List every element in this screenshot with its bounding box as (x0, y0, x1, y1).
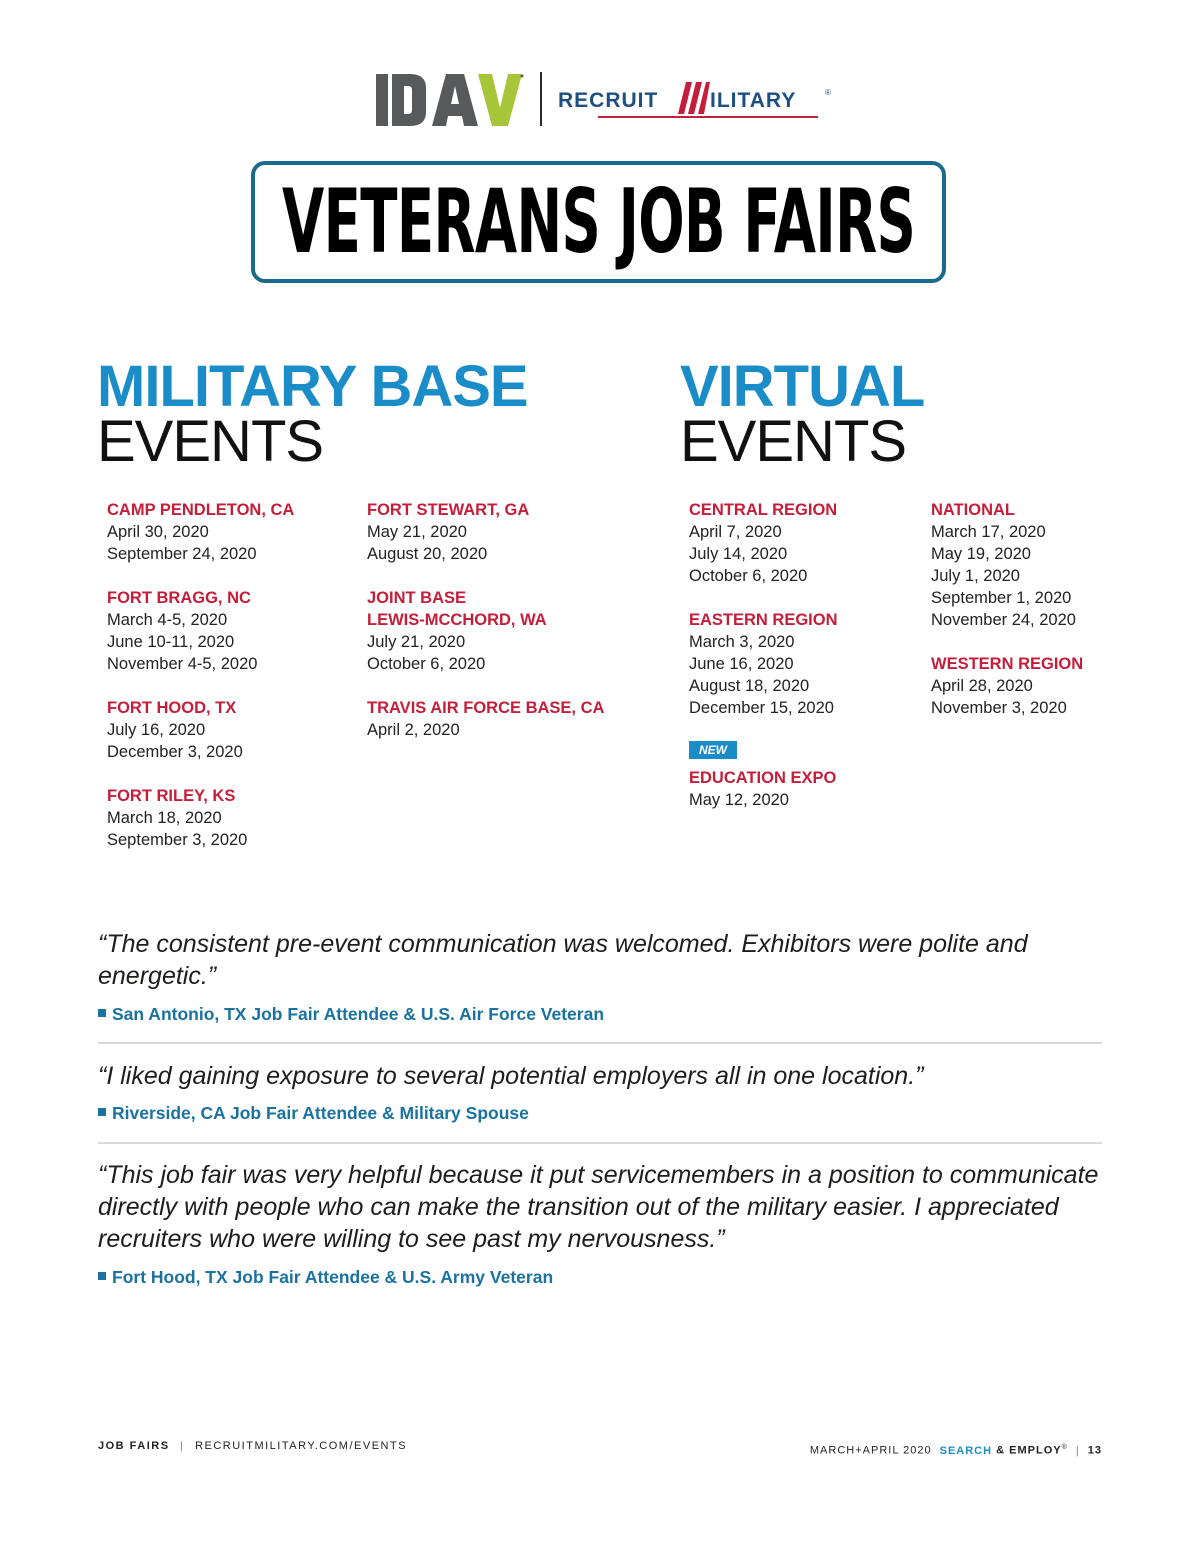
event-date: July 21, 2020 (367, 633, 466, 651)
event-fort-bragg (107, 587, 367, 675)
testimonial-quote: “This job fair was very helpful because it put servicemembers in a position to communicate directly with people who can make the transition out of the military easier. I appreciated recruiters who were willing to see past my nervousness.” (98, 1161, 1099, 1253)
event-name: CAMP PENDLETON, CA (107, 501, 295, 519)
footer-magazine-employ: & EMPLOY (996, 1444, 1062, 1457)
testimonial-attribution (98, 1003, 604, 1025)
divider-rule (98, 1042, 1102, 1044)
footer-issue: MARCH+APRIL 2020 (809, 1444, 932, 1457)
attribution-text: Fort Hood, TX Job Fair Attendee & U.S. Army Veteran (112, 1267, 554, 1287)
event-date: May 19, 2020 (931, 545, 1031, 563)
event-date: November 24, 2020 (931, 611, 1076, 629)
event-date: April 7, 2020 (689, 523, 782, 541)
military-heading-line2: EVENTS (97, 409, 324, 474)
virtual-heading-line2: EVENTS (680, 409, 907, 474)
event-date: June 16, 2020 (689, 655, 794, 673)
recruit-military-logo (558, 78, 831, 126)
bullet-square-icon (98, 1272, 106, 1280)
event-name: EDUCATION EXPO (689, 769, 837, 787)
event-national (931, 499, 1191, 631)
bullet-square-icon (98, 1009, 106, 1017)
page-title: VETERANS JOB FAIRS (281, 170, 916, 273)
event-date: March 18, 2020 (107, 809, 222, 827)
event-fort-hood (107, 697, 367, 763)
footer-right (810, 1441, 1102, 1458)
event-date: August 18, 2020 (689, 677, 810, 695)
event-date: April 2, 2020 (367, 721, 460, 739)
event-travis-afb (367, 697, 627, 741)
event-central-region (689, 499, 949, 587)
military-heading-line1: MILITARY BASE (97, 354, 528, 419)
event-date: March 17, 2020 (931, 523, 1046, 541)
event-date: December 3, 2020 (107, 743, 243, 761)
event-date: May 12, 2020 (689, 791, 789, 809)
event-date: September 24, 2020 (107, 545, 257, 563)
footer-separator: | (1075, 1444, 1080, 1457)
event-name: TRAVIS AIR FORCE BASE, CA (367, 699, 605, 717)
event-fort-stewart (367, 499, 627, 565)
event-name: EASTERN REGION (689, 611, 838, 629)
testimonial-quote: “The consistent pre-event communication was welcomed. Exhibitors were polite and energetic.” (98, 930, 1028, 990)
logo-registered-mark: ® (825, 88, 831, 97)
divider-rule (98, 1142, 1102, 1144)
event-name: CENTRAL REGION (689, 501, 838, 519)
event-name: FORT BRAGG, NC (107, 589, 251, 607)
logo-military-text: ILITARY (710, 89, 797, 112)
event-date: July 1, 2020 (931, 567, 1020, 585)
event-name: NATIONAL (931, 501, 1016, 519)
event-date: March 4-5, 2020 (107, 611, 228, 629)
title-box (251, 161, 946, 283)
event-camp-pendleton (107, 499, 367, 565)
event-date: June 10-11, 2020 (107, 633, 235, 651)
testimonial-quote: “I liked gaining exposure to several potential employers all in one location.” (98, 1062, 924, 1090)
logo-divider (540, 72, 542, 126)
footer-section: JOB FAIRS (98, 1440, 170, 1452)
footer-magazine-search: SEARCH (939, 1444, 993, 1457)
testimonial-attribution (98, 1102, 529, 1124)
page-number: 13 (1087, 1444, 1102, 1457)
logo-underline (598, 116, 818, 118)
new-badge: NEW (689, 741, 737, 759)
event-date: September 1, 2020 (931, 589, 1072, 607)
event-date: December 15, 2020 (689, 699, 834, 717)
event-name: FORT HOOD, TX (107, 699, 237, 717)
event-date: July 16, 2020 (107, 721, 206, 739)
attribution-text: San Antonio, TX Job Fair Attendee & U.S. Air Force Veteran (112, 1004, 605, 1024)
virtual-col2 (931, 499, 1191, 741)
military-col2 (367, 499, 627, 763)
testimonial-attribution (98, 1266, 553, 1288)
event-name: WESTERN REGION (931, 655, 1084, 673)
event-date: July 14, 2020 (689, 545, 788, 563)
event-date: March 3, 2020 (689, 633, 795, 651)
attribution-text: Riverside, CA Job Fair Attendee & Military Spouse (112, 1103, 529, 1123)
event-eastern-region (689, 609, 949, 719)
event-date: October 6, 2020 (689, 567, 808, 585)
event-date: August 20, 2020 (367, 545, 488, 563)
event-name: FORT RILEY, KS (107, 787, 236, 805)
event-western-region (931, 653, 1191, 719)
event-date: October 6, 2020 (367, 655, 486, 673)
event-education-expo (689, 741, 949, 811)
event-joint-base-lewis-mcchord (367, 587, 627, 675)
event-fort-riley (107, 785, 367, 851)
event-date: April 30, 2020 (107, 523, 209, 541)
military-col1 (107, 499, 367, 873)
event-date: April 28, 2020 (931, 677, 1033, 695)
event-name-line2: LEWIS-MCCHORD, WA (367, 611, 547, 629)
event-date: November 3, 2020 (931, 699, 1067, 717)
event-date: November 4-5, 2020 (107, 655, 258, 673)
bullet-square-icon (98, 1108, 106, 1116)
footer-left (98, 1439, 407, 1453)
virtual-col1 (689, 499, 949, 833)
logo-row (376, 70, 836, 128)
footer-registered-mark: ® (1061, 1444, 1068, 1451)
footer-url[interactable]: RECRUITMILITARY.COM/EVENTS (195, 1440, 408, 1452)
footer-separator: | (180, 1440, 185, 1452)
logo-recruit-text: RECRUIT (558, 89, 659, 112)
virtual-heading-line1: VIRTUAL (680, 354, 925, 419)
event-date: September 3, 2020 (107, 831, 248, 849)
event-name: FORT STEWART, GA (367, 501, 530, 519)
dav-logo (376, 74, 524, 126)
event-date: May 21, 2020 (367, 523, 467, 541)
event-name: JOINT BASE (367, 589, 467, 607)
m-stripes-icon (676, 78, 712, 118)
